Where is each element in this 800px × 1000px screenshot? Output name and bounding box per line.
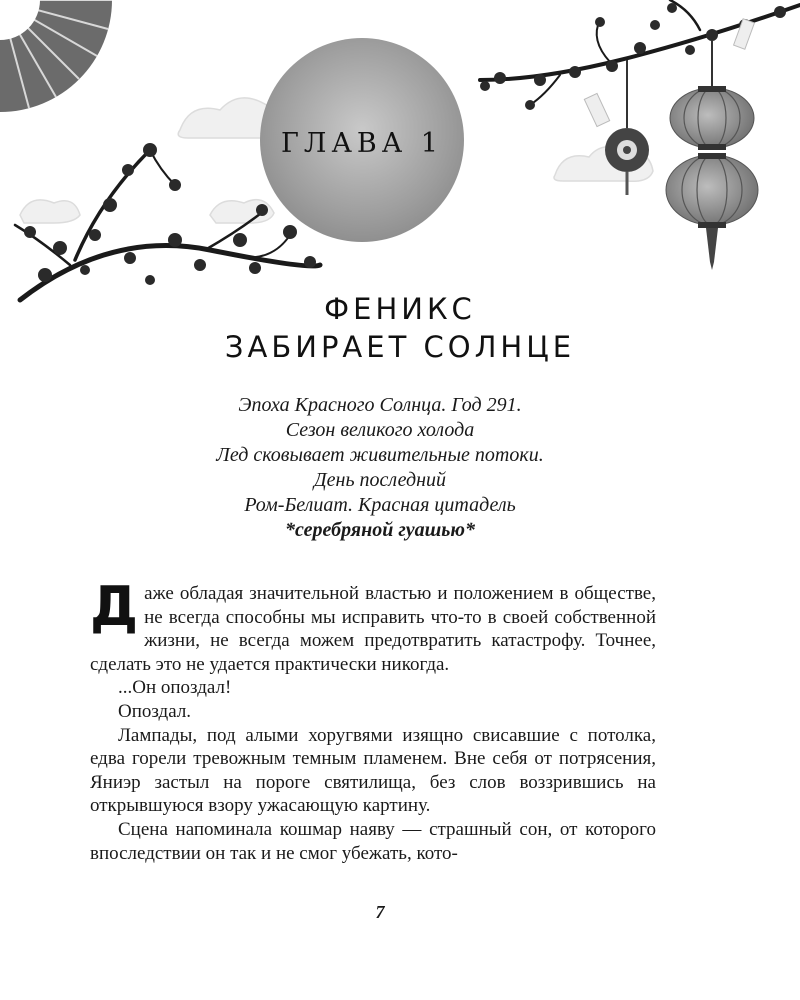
epigraph-line: Эпоха Красного Солнца. Год 291. (238, 394, 522, 416)
page-number: 7 (375, 902, 385, 922)
paragraph: Сцена напоминала кошмар наяву — страшный сон, от которого впоследствии он так и не смог убежать, кото- (90, 818, 656, 864)
chapter-title-line-1: ФЕНИКС (324, 292, 476, 326)
epigraph-bold-line: *серебряной гуашью* (284, 519, 475, 541)
body-text (90, 575, 656, 865)
epigraph (0, 393, 760, 543)
paragraph-text: аже обладая значительной властью и положением в обществе, не всегда способны мы исправить что-то в своей собственной жизни, не всегда можем предотвратить катастрофу. Точнее, сделать это не удается практически никогда. (90, 583, 656, 675)
chapter-label: ГЛАВА 1 (281, 128, 443, 159)
epigraph-line: Сезон великого холода (285, 419, 475, 441)
epigraph-line: Ром-Белиат. Красная цитадель (244, 494, 516, 516)
drop-cap: Д (90, 575, 139, 638)
lanterns (584, 19, 758, 270)
fan-icon (0, 0, 112, 112)
chapter-title (0, 290, 800, 366)
chapter-title-line-2: ЗАБИРАЕТ СОЛНЦЕ (224, 330, 576, 364)
epigraph-line: Лед сковывает живительные потоки. (216, 444, 544, 466)
paragraph: Опоздал. (118, 700, 192, 722)
paragraph (90, 575, 656, 676)
paragraph: Лампады, под алыми хоругвями изящно свисавшие с потолка, едва горели тревожным темным пламенем. Вне себя от потрясения, Яниэр застыл на пороге святилища, без слов воззрившись на открывшуюся взору ужасающую картину. (90, 724, 656, 817)
epigraph-line: День последний (313, 469, 447, 491)
paragraph: ...Он опоздал! (118, 677, 232, 699)
